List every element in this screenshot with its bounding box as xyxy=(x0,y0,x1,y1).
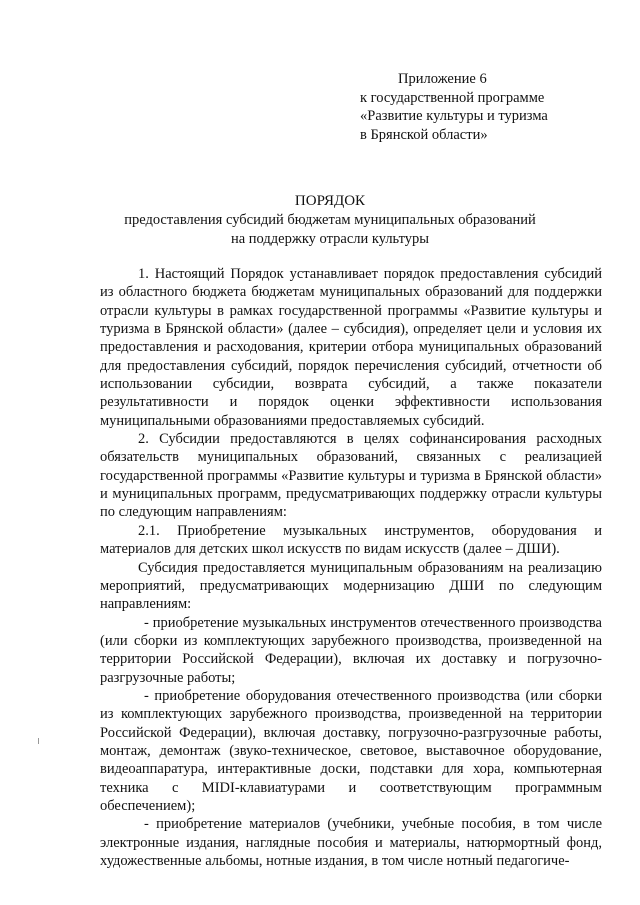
subtitle-line-1: предоставления субсидий бюджетам муниципальных образований xyxy=(124,212,536,228)
document-body xyxy=(100,265,602,870)
scan-artifact-mark xyxy=(38,738,39,744)
annex-line-4: в Брянской области» xyxy=(360,126,488,143)
list-item-instruments: - приобретение музыкальных инструментов отечественного производства (или сборки из комплектующих зарубежного производства, произведенной на территории Российской Федерации), включая их доставку и погрузочно-разгрузочные работы; xyxy=(100,614,602,686)
paragraph-1: 1. Настоящий Порядок устанавливает порядок предоставления субсидий из областного бюджета бюджетам муниципальных образований для поддержки отрасли культуры в рамках государственной программы «Развитие культуры и туризма в Брянской области» (далее – субсидия), определяет цели и условия их предоставления и расходования, критерии отбора муниципальных образований для предоставления субсидий, порядок перечисления субсидий, отчетности об использовании субсидии, возврата субсидий, а также показатели результативности и порядок оценки эффективности использования муниципальными образованиями предоставляемых субсидий. xyxy=(100,266,602,429)
annex-header xyxy=(360,70,600,144)
annex-line-1: Приложение 6 xyxy=(398,71,487,87)
subtitle-line-2: на поддержку отрасли культуры xyxy=(230,230,430,247)
list-item-materials: - приобретение материалов (учебники, учебные пособия, в том числе электронные издания, наглядные пособия и материалы, натюрмортный фонд, художественные альбомы, нотные издания, в том числе нотный педагогиче- xyxy=(100,816,602,869)
annex-line-2: к государственной программе xyxy=(360,89,545,106)
paragraph-subsidy-directions: Субсидия предоставляется муниципальным образованиям на реализацию мероприятий, предусматривающих модернизацию ДШИ по следующим направлениям: xyxy=(100,559,602,613)
document-title: ПОРЯДОК xyxy=(294,193,366,209)
annex-line-3: «Развитие культуры и туризма xyxy=(360,108,548,125)
paragraph-2: 2. Субсидии предоставляются в целях софинансирования расходных обязательств муниципальных образований, связанных с реализацией государственной программы «Развитие культуры и туризма в Брянской области» и муниципальных программ, предусматривающих поддержку отрасли культуры по следующим направлениям: xyxy=(100,431,602,521)
paragraph-2-1: 2.1. Приобретение музыкальных инструментов, оборудования и материалов для детских школ искусств по видам искусств (далее – ДШИ). xyxy=(100,522,602,558)
document-subtitle xyxy=(60,211,600,248)
list-item-equipment: - приобретение оборудования отечественного производства (или сборки из комплектующих зарубежного производства, произведенной на территории Российской Федерации), включая доставку, погрузочно-разгрузочные работы, монтаж, демонтаж (звуко-техническое, световое, выставочное оборудование, видеоаппаратура, интерактивные доски, подставки для хора, компьютерная техника с MIDI-клавиатурами и соответствующим программным обеспечением); xyxy=(100,687,602,814)
